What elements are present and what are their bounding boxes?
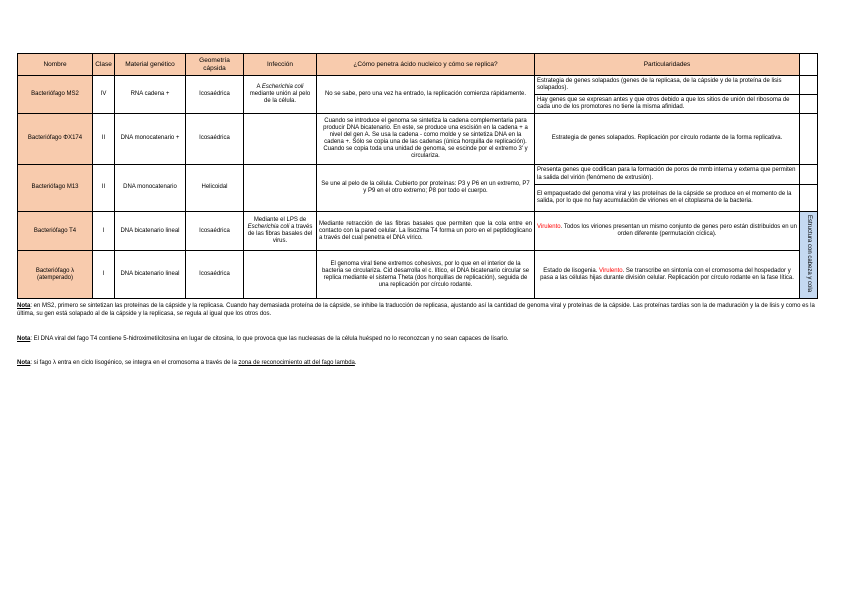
cell-penetra: No se sabe, pero una vez ha entrado, la replicación comienza rápidamente.	[317, 76, 535, 114]
infeccion-pre: A	[256, 83, 262, 90]
blank-cell	[800, 114, 818, 165]
table-row-m13	[18, 165, 818, 185]
table-row-t4	[18, 212, 818, 251]
note-label: Nota	[17, 360, 31, 366]
header-penetra: ¿Cómo penetra ácido nucleico y cómo se replica?	[317, 54, 535, 76]
table-row-phix174	[18, 114, 818, 165]
note-ms2	[17, 302, 829, 318]
cell-geometria: Icosaédrica	[186, 251, 244, 299]
note-end: .	[354, 360, 357, 366]
cell-material: DNA monocatenario	[115, 165, 186, 212]
cell-geometria: Icosaédrica	[186, 76, 244, 114]
cell-geometria: Icosaédrica	[186, 212, 244, 251]
blank-cell	[800, 76, 818, 95]
note-lambda	[17, 359, 829, 367]
cell-clase: I	[93, 251, 115, 299]
note-t4	[17, 335, 829, 343]
cell-penetra: El genoma viral tiene extremos cohesivos, por lo que en el interior de la bacteria se circulariza. Cid desarrolla el c. lítico, el DNA bicatenario circular se replica mediante el sistema Theta (dos horquillas de replicación), seguida de una replicación por círculo rodante.	[317, 251, 535, 299]
cell-infeccion	[244, 251, 317, 299]
cell-geometria: Helicoidal	[186, 165, 244, 212]
cell-geometria: Icosaédrica	[186, 114, 244, 165]
particularidad-rest: . Todos los viriones presentan un mismo conjunto de genes pero están distribuidos en un orden diferente (permutación cíclica).	[560, 224, 797, 238]
note-text: : en MS2, primero se sintetizan las proteínas de la cápside y la replicasa. Cuando hay demasiada proteína de la cápside, se inhibe la traducción de replicasa, ajustando así la cantidad de genoma viral y proteínas de la cápside. Las proteínas tardías son la de maduración y la de lisis y como es la última, su gen está solapado al de la cápside y la replicasa, se regula al igual que los otros dos.	[17, 303, 815, 318]
side-label-cell	[800, 212, 818, 299]
blank-cell	[800, 165, 818, 185]
header-clase: Clase	[93, 54, 115, 76]
cell-infeccion	[244, 165, 317, 212]
header-infeccion: Infección	[244, 54, 317, 76]
virulento-label: Virulento	[599, 267, 623, 274]
blank-cell	[800, 54, 818, 76]
cell-material: RNA cadena +	[115, 76, 186, 114]
blank-cell	[800, 95, 818, 114]
cell-nombre: Bacteriófago ΦX174	[18, 114, 93, 165]
particularidad-pre: Estado de lisogenia.	[543, 267, 600, 274]
cell-particularidad-1: Estrategia de genes solapados. Replicación por círculo rodante de la forma replicativa.	[535, 114, 800, 165]
cell-nombre: Bacteriófago λ (atemperado)	[18, 251, 93, 299]
table-row-ms2	[18, 76, 818, 95]
infeccion-italic: Escherichia coli	[247, 224, 290, 231]
table-row-lambda	[18, 251, 818, 299]
cell-particularidad-1: Presenta genes que codifican para la formación de poros de mmb interna y externa que permiten la salida del virión (fenómeno de extrusión).	[535, 165, 800, 185]
cell-particularidad-1	[535, 212, 800, 251]
infeccion-italic: Escherichia coli	[261, 83, 304, 90]
cell-material: DNA monocatenario +	[115, 114, 186, 165]
cell-infeccion	[244, 114, 317, 165]
cell-particularidad-2: Hay genes que se expresan antes y que otros debido a que los sitios de unión del ribosoma de cada uno de los promotores no tiene la misma afinidad.	[535, 95, 800, 114]
header-geometria: Geometría cápsida	[186, 54, 244, 76]
header-row	[18, 54, 818, 76]
cell-nombre: Bacteriófago T4	[18, 212, 93, 251]
phage-table	[17, 53, 818, 299]
cell-nombre: Bacteriófago M13	[18, 165, 93, 212]
side-label: Estructura con cabeza y cola	[805, 215, 812, 293]
cell-clase: IV	[93, 76, 115, 114]
infeccion-pre: Mediante el LPS de	[253, 217, 307, 224]
header-nombre: Nombre	[18, 54, 93, 76]
particularidad-rest: . Se transcribe en sintonía con el cromosoma del hospedador y pasa a las células hijas durante división celular. Replicación por círculo rodante en la fase lítica.	[540, 267, 794, 281]
header-particularidades: Particularidades	[535, 54, 800, 76]
cell-penetra: Mediante retracción de las fibras basales que permiten que la cola entre en contacto con la pared celular. La lisozima T4 forma un poro en el peptidoglicano a través del cual penetra el DNA vírico.	[317, 212, 535, 251]
cell-penetra: Cuando se introduce el genoma se sintetiza la cadena complementaria para producir DNA bicatenario. En este, se produce una escisión en la cadena + a nivel del gen A. Se usa la cadena - como molde y se sintetiza DNA en la cadena +. Sólo se copia una de las cadenas (única horquilla de replicación). Cuando se copia toda una unidad de genoma, se escinde por el extremo 3' y circulariza.	[317, 114, 535, 165]
infeccion-post: a través de las fibras basales del virus.	[247, 224, 313, 245]
note-label: Nota	[17, 303, 31, 309]
virulento-label: Virulento	[537, 224, 561, 231]
cell-clase: II	[93, 114, 115, 165]
cell-particularidad-1	[535, 251, 800, 299]
note-text: : El DNA viral del fago T4 contiene 5-hidroximetilcitosina en lugar de citosina, lo que provoca que las nucleasas de la célula huésped no lo reconozcan y no sean capaces de lisarlo.	[30, 336, 509, 342]
cell-infeccion	[244, 212, 317, 251]
cell-particularidad-2: El empaquetado del genoma viral y las proteínas de la cápside se produce en el momento de la salida, por lo que no hay acumulación de viriones en el citoplasma de la bacteria.	[535, 185, 800, 212]
cell-clase: I	[93, 212, 115, 251]
note-text: : si fago λ entra en ciclo lisogénico, se integra en el cromosoma a través de la	[30, 360, 239, 366]
blank-cell	[800, 185, 818, 212]
note-label: Nota	[17, 336, 31, 342]
cell-material: DNA bicatenario lineal	[115, 212, 186, 251]
cell-material: DNA bicatenario lineal	[115, 251, 186, 299]
cell-particularidad-1: Estrategia de genes solapados (genes de la replicasa, de la cápside y de la proteína de lisis solapados).	[535, 76, 800, 95]
cell-infeccion	[244, 76, 317, 114]
cell-clase: II	[93, 165, 115, 212]
note-link: zona de reconocimiento att del fago lambda	[238, 360, 355, 366]
cell-penetra: Se une al pelo de la célula. Cubierto por proteínas: P3 y P6 en un extremo, P7 y P9 en el otro extremo; P8 por todo el cuerpo.	[317, 165, 535, 212]
infeccion-post: mediante unión al pelo de la célula.	[249, 90, 311, 105]
header-material: Material genético	[115, 54, 186, 76]
cell-nombre: Bacteriófago MS2	[18, 76, 93, 114]
